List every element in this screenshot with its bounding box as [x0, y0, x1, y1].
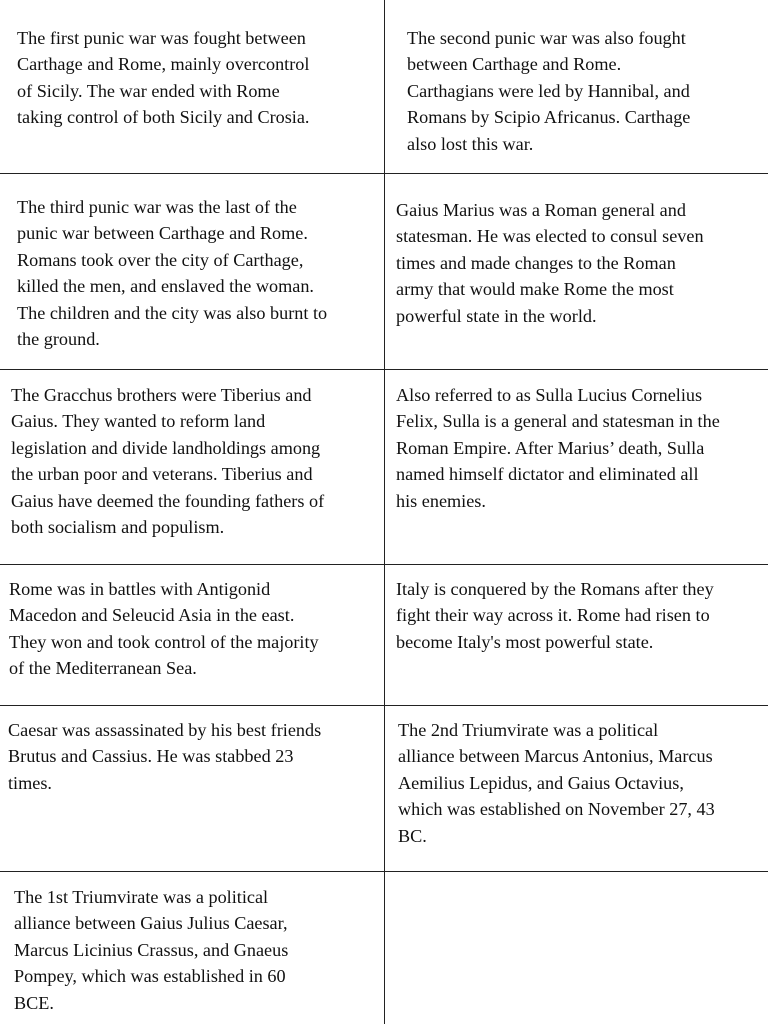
card-sulla: Also referred to as Sulla Lucius Cornelius Felix, Sulla is a general and statesman in the Roman Empire. After Marius’ death, Sulla named himself dictator and eliminated all his enemies.: [396, 385, 720, 511]
card-second-punic-war: The second punic war was also fought between Carthage and Rome. Carthagians were led by Hannibal, and Romans by Scipio Africanus. Carthage also lost this war.: [407, 28, 691, 154]
card-third-punic-war: The third punic war was the last of the punic war between Carthage and Rome. Romans took over the city of Carthage, killed the men, and enslaved the woman. The children and the city was also burnt to the ground.: [17, 197, 328, 350]
card-gaius-marius: Gaius Marius was a Roman general and statesman. He was elected to consul seven times and made changes to the Roman army that would make Rome the most powerful state in the world.: [396, 200, 704, 326]
row-divider: [0, 871, 768, 872]
card-caesar-assassinated: Caesar was assassinated by his best friends Brutus and Cassius. He was stabbed 23 times.: [8, 720, 322, 793]
card-second-triumvirate: The 2nd Triumvirate was a political alliance between Marcus Antonius, Marcus Aemilius Lepidus, and Gaius Octavius, which was established on November 27, 43 BC.: [398, 720, 715, 846]
row-divider: [0, 705, 768, 706]
card-first-punic-war: The first punic war was fought between Carthage and Rome, mainly overcontrol of Sicily. The war ended with Rome taking control of both Sicily and Crosia.: [17, 28, 310, 128]
card-eastern-battles: Rome was in battles with Antigonid Macedon and Seleucid Asia in the east. They won and took control of the majority of the Mediterranean Sea.: [9, 579, 319, 679]
card-first-triumvirate: The 1st Triumvirate was a political alliance between Gaius Julius Caesar, Marcus Licinius Crassus, and Gnaeus Pompey, which was established in 60 BCE.: [14, 887, 289, 1013]
row-divider: [0, 369, 768, 370]
card-gracchus-brothers: The Gracchus brothers were Tiberius and Gaius. They wanted to reform land legislation and divide landholdings among the urban poor and veterans. Tiberius and Gaius have deemed the founding fathers of both socialism and populism.: [11, 385, 325, 538]
row-divider: [0, 564, 768, 565]
row-divider: [0, 173, 768, 174]
card-italy-conquered: Italy is conquered by the Romans after they fight their way across it. Rome had risen to become Italy's most powerful state.: [396, 579, 714, 652]
